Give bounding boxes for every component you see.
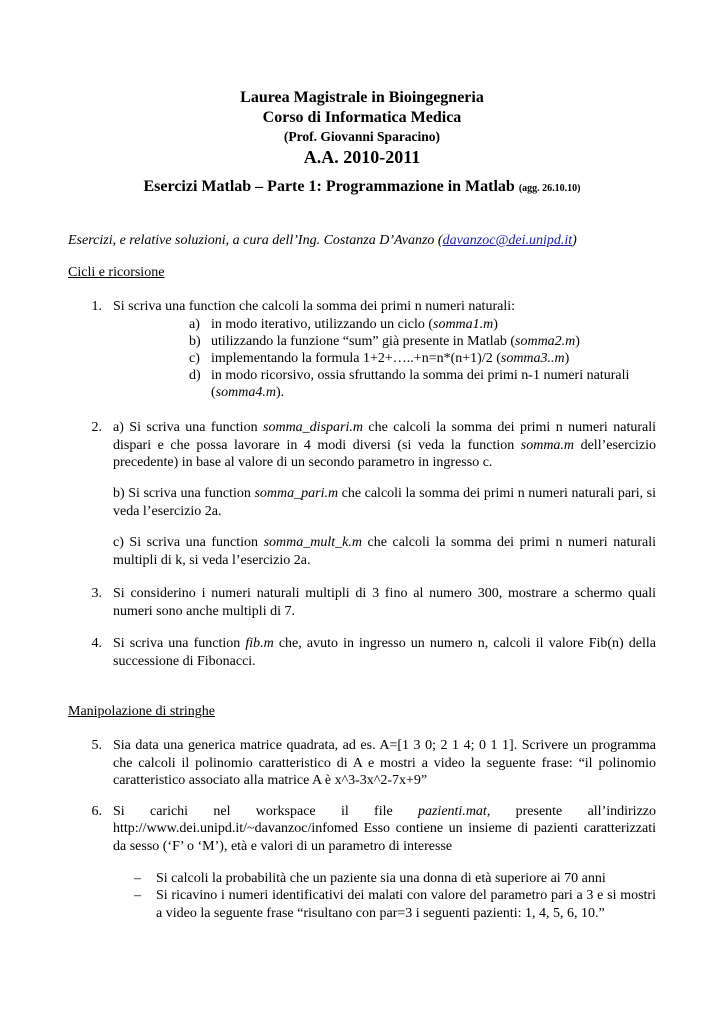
list-label: a)	[189, 317, 200, 332]
exercise-2a: a) Si scriva una function somma_dispari.m che calcoli la somma dei primi n numeri naturali dispari e che possa lavorare in 4 modi diversi (si veda la function somma.m dell’esercizio precedente) in base al valore di un secondo parametro in ingresso c.	[113, 420, 656, 470]
exercise-number: 5.	[91, 738, 102, 753]
bullet-item-2: Si ricavino i numeri identificativi dei malati con valore del parametro pari a 3 e si mostri a video la seguente frase “risultano con par=3 i seguenti pazienti: 1, 4, 5, 6, 10.”	[156, 888, 656, 921]
exercise-6-first-line: Si carichi nel workspace il file pazienti.mat, presente all’indirizzo	[113, 804, 656, 819]
document-header	[0, 88, 724, 168]
email-link[interactable]: davanzoc@dei.unipd.it	[442, 233, 573, 248]
list-item-text: in modo iterativo, utilizzando un ciclo (somma1.m)	[211, 317, 498, 332]
bullet-dash: –	[134, 871, 141, 886]
section-title-cicli: Cicli e ricorsione	[68, 265, 165, 280]
header-professor: (Prof. Giovanni Sparacino)	[283, 129, 441, 144]
list-item-text: utilizzando la funzione “sum” già presente in Matlab (somma2.m)	[211, 334, 580, 349]
document-subtitle	[0, 178, 724, 196]
exercise-2b: b) Si scriva una function somma_pari.m che calcoli la somma dei primi n numeri naturali pari, si veda l’esercizio 2a.	[113, 486, 656, 519]
list-item-text-cont: (somma4.m).	[211, 385, 285, 400]
exercise-number: 4.	[91, 636, 102, 651]
exercise-number: 2.	[91, 420, 102, 435]
subtitle-text: Esercizi Matlab – Parte 1: Programmazione in Matlab	[143, 178, 515, 195]
exercise-4-text: Si scriva una function fib.m che, avuto in ingresso un numero n, calcoli il valore Fib(n) della successione di Fibonacci.	[113, 636, 656, 669]
intro-line	[68, 232, 668, 250]
intro-text: Esercizi, e relative soluzioni, a cura dell’Ing. Costanza D’Avanzo (	[68, 233, 443, 248]
bullet-item-1: Si calcoli la probabilità che un paziente sia una donna di età superiore ai 70 anni	[156, 871, 606, 886]
bullet-dash: –	[134, 888, 141, 903]
list-label: c)	[189, 351, 200, 366]
exercise-1-text: Si scriva una function che calcoli la somma dei primi n numeri naturali:	[113, 299, 515, 314]
exercise-2c: c) Si scriva una function somma_mult_k.m che calcoli la somma dei primi n numeri naturali multipli di k, si veda l’esercizio 2a.	[113, 535, 656, 568]
intro-close: )	[572, 233, 577, 248]
exercise-number: 1.	[91, 299, 102, 314]
list-label: b)	[189, 334, 201, 349]
exercise-3-text: Si considerino i numeri naturali multipli di 3 fino al numero 300, mostrare a schermo quali numeri sono anche multipli di 7.	[113, 586, 656, 619]
exercise-number: 3.	[91, 586, 102, 601]
header-line-2: Corso di Informatica Medica	[262, 109, 462, 126]
subtitle-update-note: (agg. 26.10.10)	[518, 183, 581, 194]
list-item-text: implementando la formula 1+2+…..+n=n*(n+1)/2 (somma3..m)	[211, 351, 570, 366]
section-title-stringhe: Manipolazione di stringhe	[68, 704, 215, 719]
header-line-1: Laurea Magistrale in Bioingegneria	[240, 89, 484, 106]
header-academic-year: A.A. 2010-2011	[303, 147, 421, 167]
exercise-number: 6.	[91, 804, 102, 819]
list-label: d)	[189, 368, 201, 383]
exercise-6-text: http://www.dei.unipd.it/~davanzoc/infomed Esso contiene un insieme di pazienti caratterizzati da sesso (‘F’ o ‘M’), età e valori di un parametro di interesse	[113, 821, 656, 854]
list-item-text: in modo ricorsivo, ossia sfruttando la somma dei primi n-1 numeri naturali	[211, 368, 630, 383]
exercise-5-text: Sia data una generica matrice quadrata, ad es. A=[1 3 0; 2 1 4; 0 1 1]. Scrivere un programma che calcoli il polinomio caratteristico di A e mostri a video la seguente frase: “il polinomio caratteristico associato alla matrice A è x^3-3x^2-7x+9”	[113, 738, 656, 788]
